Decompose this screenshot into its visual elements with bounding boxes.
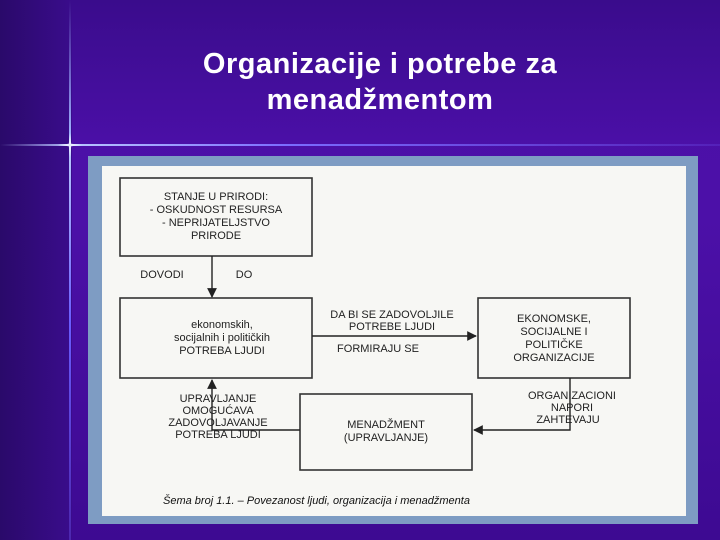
efforts-line-1: ORGANIZACIONI: [527, 390, 617, 402]
sparkle-icon: [58, 133, 82, 157]
enables-line-2: OMOGUĆAVA: [182, 405, 254, 417]
nature-line-1: STANJE U PRIRODI:: [163, 191, 269, 203]
orgs-box: [478, 298, 630, 378]
orgs-line-4: ORGANIZACIJE: [513, 352, 595, 364]
orgs-line-3: POLITIČKE: [525, 339, 583, 351]
orgs-line-1: EKONOMSKE,: [517, 313, 591, 325]
left-band: [0, 0, 72, 540]
form-label: FORMIRAJU SE: [337, 343, 419, 355]
nature-line-3: - NEPRIJATELJSTVO: [162, 217, 270, 229]
needs-line-3: POTREBA LJUDI: [179, 345, 265, 357]
mgmt-line-1: MENADŽMENT: [347, 419, 425, 431]
title-line-2: menadžmentom: [266, 84, 494, 116]
diagram-caption: Šema broj 1.1. – Povezanost ljudi, organizacija i menadžmenta: [163, 495, 470, 507]
nature-line-2: - OSKUDNOST RESURSA: [149, 204, 283, 216]
leads-label-right: DO: [235, 269, 253, 281]
satisfy-label-top: DA BI SE ZADOVOLJILE: [330, 309, 454, 321]
efforts-line-3: ZAHTEVAJU: [536, 414, 600, 426]
needs-line-1: ekonomskih,: [191, 319, 253, 331]
enables-line-3: ZADOVOLJAVANJE: [168, 417, 268, 429]
orgs-line-2: SOCIJALNE I: [520, 326, 588, 338]
nature-line-4: PRIRODE: [190, 230, 242, 242]
satisfy-label-bottom: POTREBE LJUDI: [348, 321, 436, 333]
mgmt-line-2: (UPRAVLJANJE): [343, 432, 429, 444]
horizontal-accent-line: [0, 144, 720, 146]
needs-line-2: socijalnih i političkih: [174, 332, 270, 344]
title-line-1: Organizacije i potrebe za: [202, 48, 558, 80]
enables-line-1: UPRAVLJANJE: [179, 393, 257, 405]
relationship-diagram: [102, 166, 686, 516]
efforts-line-2: NAPORI: [550, 402, 594, 414]
enables-line-4: POTREBA LJUDI: [175, 429, 261, 441]
slide-title: [120, 46, 640, 118]
leads-label-left: DOVODI: [140, 269, 184, 281]
vertical-accent-line: [69, 0, 71, 540]
